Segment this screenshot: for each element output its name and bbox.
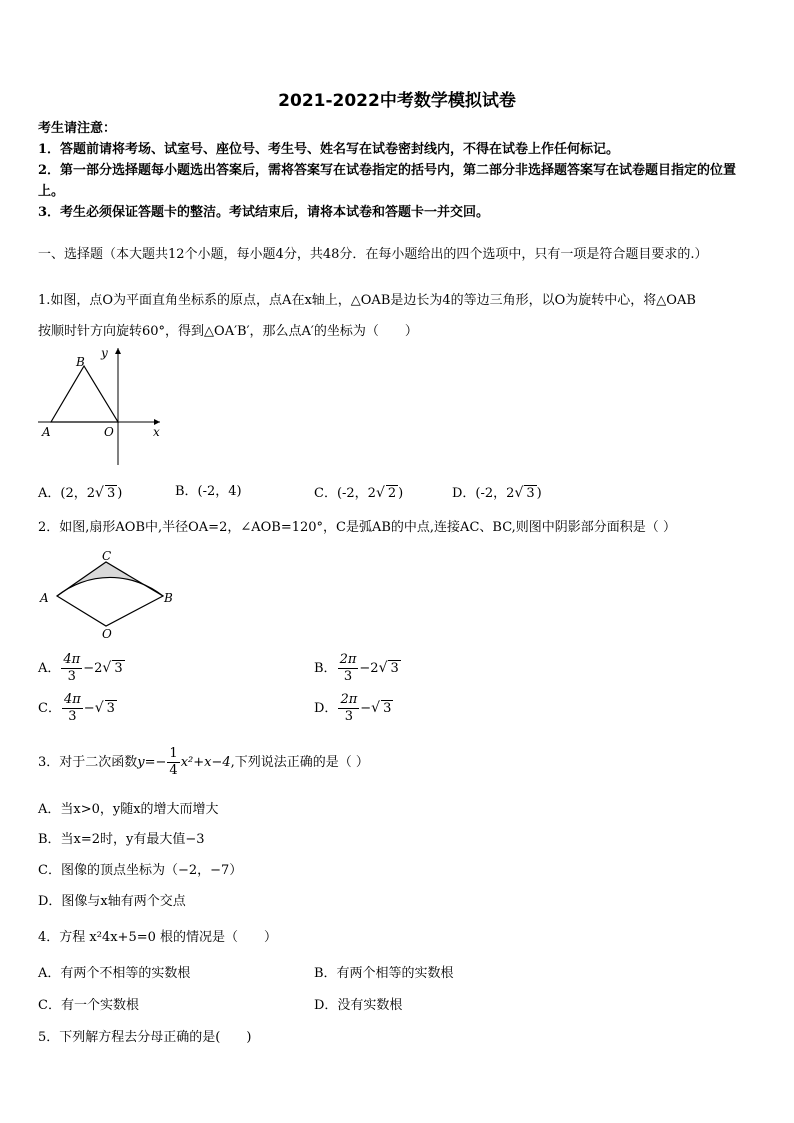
- q1-option-a-radicand: 3: [106, 486, 116, 501]
- q2-label-a: A: [40, 591, 49, 605]
- section-1-heading: 一、选择题（本大题共12个小题，每小题4分，共48分．在每小题给出的四个选项中，只有一项是符合题目要求的.）: [38, 247, 708, 262]
- q4-option-b[interactable]: B．有两个相等的实数根: [314, 966, 454, 981]
- q2-option-d[interactable]: D． $\frac{2\pi}{3}$ −√ 3: [314, 692, 392, 724]
- q1-line-1: 1.如图，点O为平面直角坐标系的原点，点A在x轴上，△OAB是边长为4的等边三角形，以O为旋转中心，将△OAB: [38, 293, 696, 308]
- q3-post: ,下列说法正确的是（ ）: [230, 755, 369, 770]
- q2-option-c-fraction: $\frac{4\pi}{3}$: [63, 692, 81, 724]
- q3-func-fraction: $\frac{1}{4}$: [169, 746, 178, 778]
- notice-item-2: 2．第一部分选择题每小题选出答案后，需将答案写在试卷指定的括号内，第二部分非选择题答案写在试卷题目指定的位置上。: [38, 163, 737, 199]
- q4-option-a[interactable]: A．有两个不相等的实数根: [38, 966, 191, 981]
- q1-triangle: [51, 366, 118, 422]
- q2-option-b-tail: −2: [359, 661, 379, 676]
- q1-option-d-radicand: 3: [526, 486, 535, 501]
- q1-option-c-radicand: 2: [387, 486, 397, 501]
- page-title: 2021-2022中考数学模拟试卷: [278, 91, 516, 111]
- q1-label-b: B: [76, 355, 85, 369]
- q1-label-x: x: [153, 425, 160, 439]
- q1-option-a-post: ): [117, 486, 123, 501]
- q1-option-d-pre: D．(-2，2: [452, 486, 515, 501]
- q2-option-a-letter: A．: [38, 661, 61, 676]
- q2-option-d-letter: D．: [314, 701, 338, 716]
- q2-option-c-radicand: 3: [106, 701, 115, 716]
- notice-item-1: 1．答题前请将考场、试室号、座位号、考生号、姓名写在试卷密封线内，不得在试卷上作任何标记。: [38, 142, 620, 157]
- q2-option-a[interactable]: A． $\frac{4\pi}{3}$ −2√ 3: [38, 652, 123, 684]
- q1-label-o: O: [104, 425, 114, 439]
- q1-label-y: y: [101, 346, 108, 360]
- q2-option-b-letter: B．: [314, 661, 337, 676]
- q2-option-d-tail: −: [360, 701, 372, 716]
- q2-option-a-radicand: 3: [114, 661, 123, 676]
- q1-line-2: 按顺时针方向旋转60°，得到△OA′B′，那么点A′的坐标为（ ）: [38, 324, 418, 339]
- notice-block: [38, 118, 762, 223]
- q2-option-b-radicand: 3: [390, 661, 399, 676]
- q2-option-b[interactable]: B． $\frac{2\pi}{3}$ −2√ 3: [314, 652, 399, 684]
- q3-func-lhs: y=−: [137, 755, 167, 770]
- notice-heading: 考生请注意：: [38, 121, 117, 136]
- q2-option-c[interactable]: C． $\frac{4\pi}{3}$ −√ 3: [38, 692, 115, 724]
- notice-item-3: 3．考生必须保证答题卡的整洁。考试结束后，请将本试卷和答题卡一并交回。: [38, 205, 490, 220]
- q2-option-d-fraction: $\frac{2\pi}{3}$: [340, 692, 358, 724]
- q3-text: [38, 746, 762, 779]
- q2-option-d-radicand: 3: [383, 701, 392, 716]
- q3-option-c[interactable]: C．图像的顶点坐标为（−2，−7）: [38, 863, 243, 878]
- q2-option-c-letter: C．: [38, 701, 61, 716]
- q1-option-a-pre: A．(2，2: [38, 486, 96, 501]
- q2-text: 2．如图,扇形AOB中,半径OA=2，∠AOB=120°，C是弧AB的中点,连接AC、BC,则图中阴影部分面积是（ ）: [38, 520, 676, 535]
- q1-option-d-post: ): [536, 486, 542, 501]
- q3-option-b[interactable]: B．当x=2时，y有最大值−3: [38, 832, 205, 847]
- q1-option-c-post: ): [398, 486, 404, 501]
- q1-y-arrow-icon: [115, 348, 121, 354]
- q1-option-b[interactable]: B．(-2，4): [175, 484, 242, 499]
- q3-pre: 3．对于二次函数: [38, 755, 138, 770]
- q2-label-c: C: [102, 549, 112, 563]
- q3-option-d[interactable]: D．图像与x轴有两个交点: [38, 894, 186, 909]
- q1-option-c[interactable]: C．(-2，2√ 2 ): [314, 485, 404, 501]
- q3-option-a[interactable]: A．当x>0，y随x的增大而增大: [38, 802, 219, 817]
- q2-label-b: B: [164, 591, 173, 605]
- q1-text: [38, 290, 762, 342]
- q2-option-c-tail: −: [83, 701, 95, 716]
- q5-text: 5．下列解方程去分母正确的是( ): [38, 1030, 252, 1045]
- q4-option-d[interactable]: D．没有实数根: [314, 998, 403, 1013]
- q2-figure: [36, 548, 186, 643]
- q2-option-a-fraction: $\frac{4\pi}{3}$: [63, 652, 81, 684]
- q2-option-a-tail: −2: [83, 661, 103, 676]
- q1-label-a: A: [42, 425, 51, 439]
- q1-option-a[interactable]: A．(2，2√ 3 ): [38, 485, 123, 501]
- q2-shaded-region: [57, 562, 163, 596]
- q1-figure: [36, 340, 166, 470]
- q1-option-c-pre: C．(-2，2: [314, 486, 376, 501]
- q2-option-b-fraction: $\frac{2\pi}{3}$: [339, 652, 357, 684]
- q2-label-o: O: [102, 627, 112, 641]
- q3-func-rhs: x²+x−4: [180, 755, 231, 770]
- q1-option-d[interactable]: D．(-2，2√ 3 ): [452, 485, 542, 501]
- q4-text: 4．方程 x²4x+5=0 根的情况是（ ）: [38, 930, 278, 945]
- q4-option-c[interactable]: C．有一个实数根: [38, 998, 139, 1013]
